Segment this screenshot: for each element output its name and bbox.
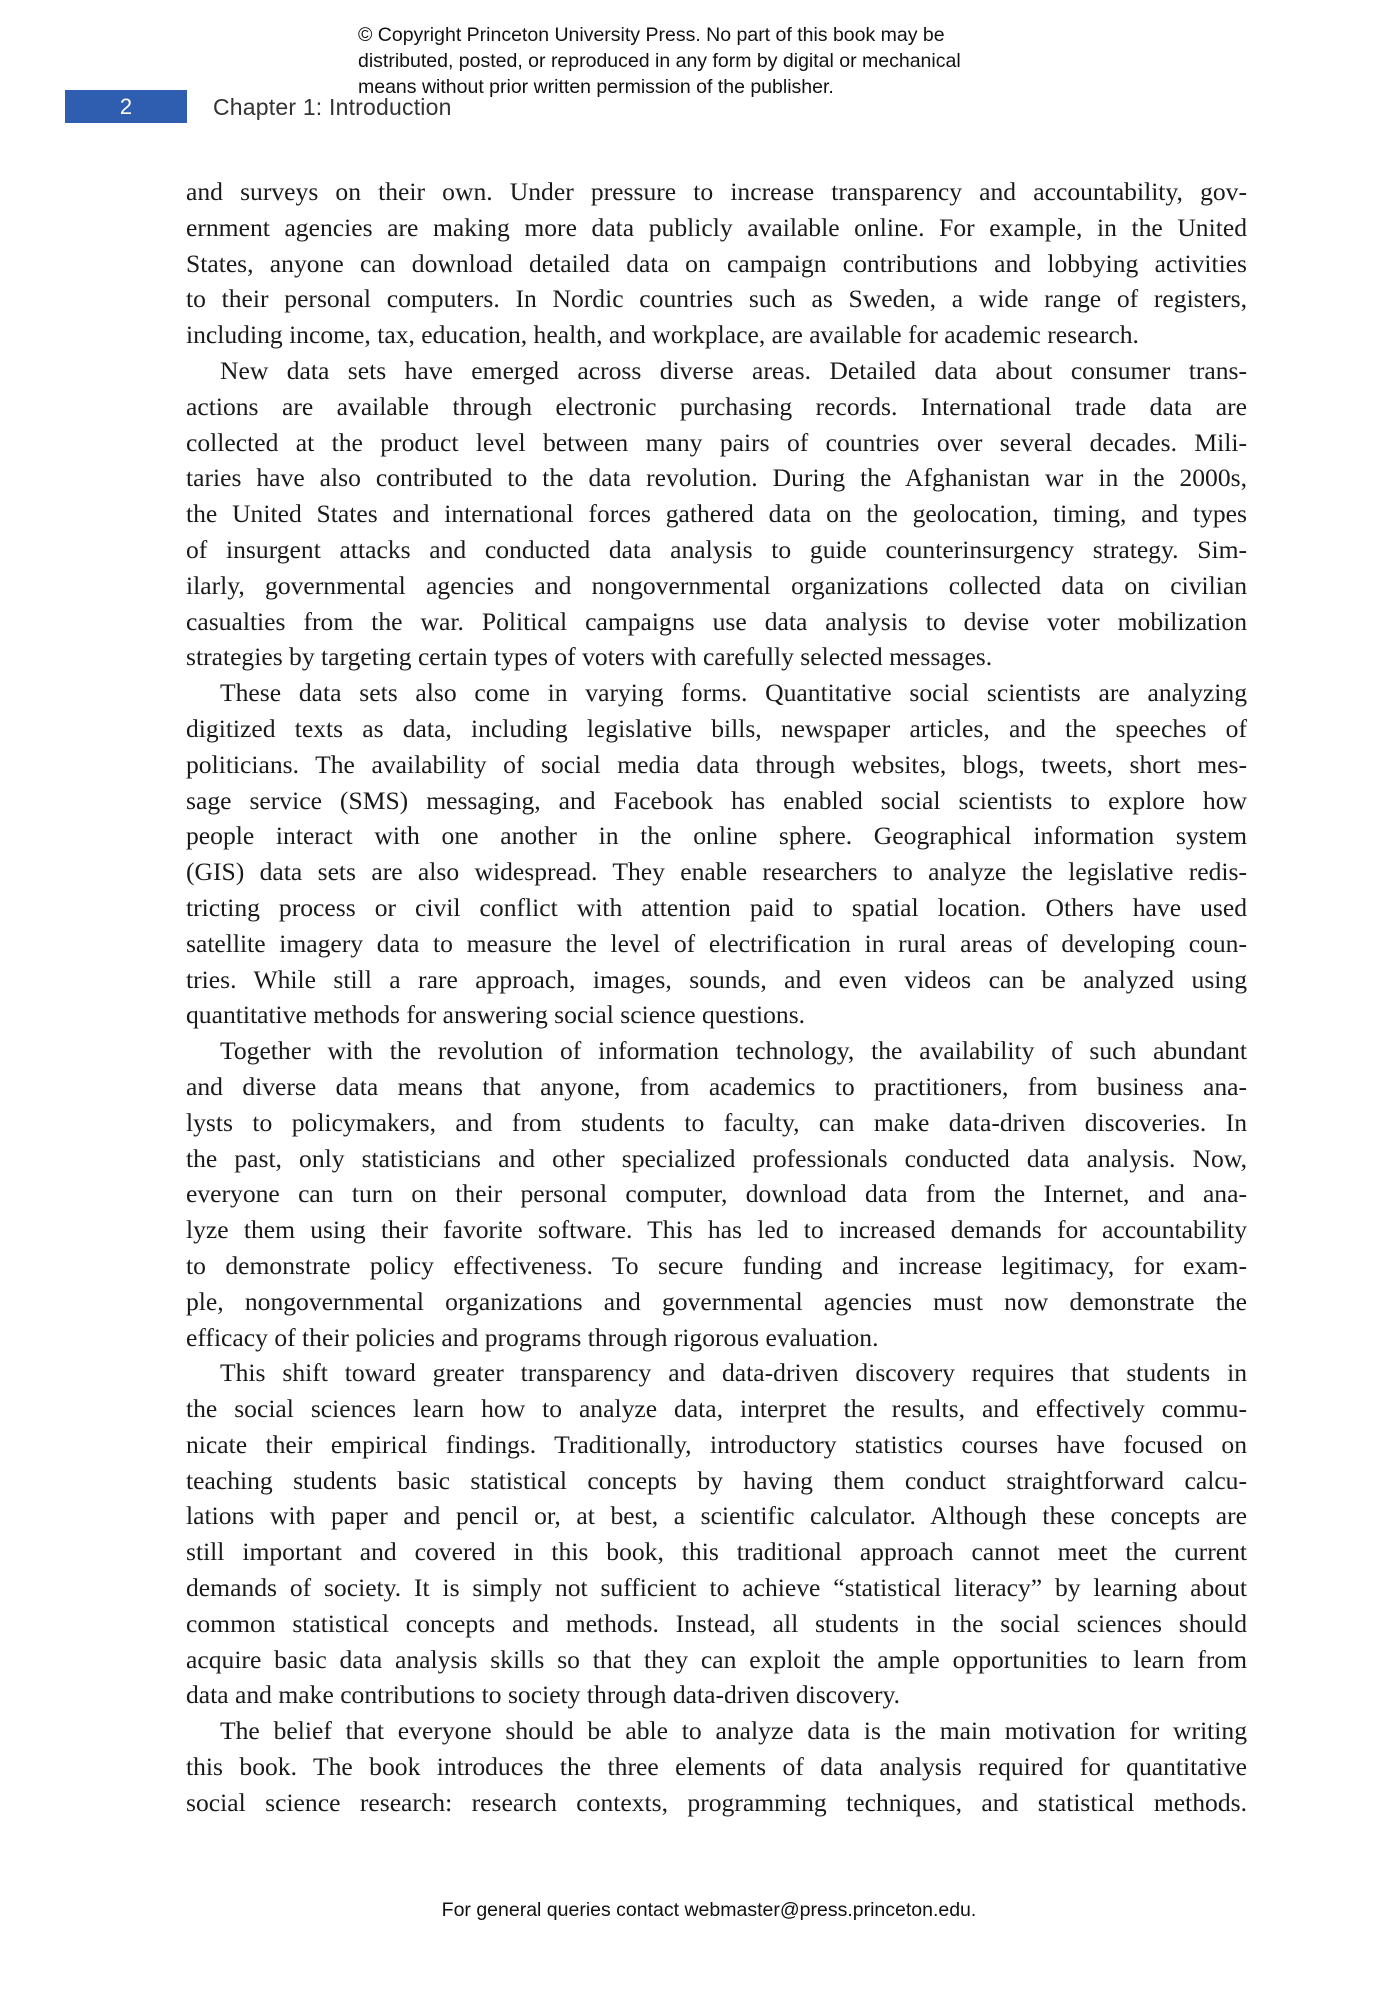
text-line: the past, only statisticians and other specialized professionals conducted data analysis. Now, bbox=[186, 1143, 1247, 1173]
running-head: Chapter 1: Introduction bbox=[213, 94, 452, 120]
text-line: lyze them using their favorite software. This has led to increased demands for accountability bbox=[186, 1215, 1247, 1245]
copyright-line: distributed, posted, or reproduced in any form by digital or mechanical bbox=[358, 50, 961, 72]
text-line: tries. While still a rare approach, images, sounds, and even videos can be analyzed using bbox=[186, 964, 1247, 994]
text-line: Together with the revolution of information technology, the availability of such abundant bbox=[220, 1036, 1247, 1066]
text-line: common statistical concepts and methods. Instead, all students in the social sciences should bbox=[186, 1608, 1247, 1638]
text-line: digitized texts as data, including legislative bills, newspaper articles, and the speeches of bbox=[186, 713, 1247, 743]
text-line: nicate their empirical findings. Traditionally, introductory statistics courses have focused on bbox=[186, 1429, 1247, 1459]
text-line: This shift toward greater transparency and data-driven discovery requires that students in bbox=[220, 1358, 1247, 1388]
text-line: to demonstrate policy effectiveness. To secure funding and increase legitimacy, for exam- bbox=[186, 1250, 1247, 1280]
text-line: strategies by targeting certain types of voters with carefully selected messages. bbox=[186, 642, 993, 672]
text-line: this book. The book introduces the three elements of data analysis required for quantitative bbox=[186, 1752, 1247, 1782]
paragraph bbox=[186, 353, 1247, 675]
text-line: actions are available through electronic purchasing records. International trade data are bbox=[186, 391, 1247, 421]
text-line: taries have also contributed to the data revolution. During the Afghanistan war in the 2000s, bbox=[186, 463, 1247, 493]
page-number: 2 bbox=[119, 94, 133, 119]
text-line: ernment agencies are making more data publicly available online. For example, in the United bbox=[186, 212, 1247, 242]
text-line: the United States and international forces gathered data on the geolocation, timing, and types bbox=[186, 499, 1247, 529]
text-line: and diverse data means that anyone, from academics to practitioners, from business ana- bbox=[186, 1071, 1247, 1101]
text-line: everyone can turn on their personal computer, download data from the Internet, and ana- bbox=[186, 1179, 1247, 1209]
text-line: of insurgent attacks and conducted data analysis to guide counterinsurgency strategy. Sim- bbox=[186, 534, 1247, 564]
text-line: efficacy of their policies and programs through rigorous evaluation. bbox=[186, 1322, 879, 1352]
text-line: lations with paper and pencil or, at best, a scientific calculator. Although these concepts are bbox=[186, 1501, 1247, 1531]
text-line: social science research: research contexts, programming techniques, and statistical methods. bbox=[186, 1787, 1247, 1817]
text-line: quantitative methods for answering social science questions. bbox=[186, 1000, 806, 1030]
text-line: These data sets also come in varying forms. Quantitative social scientists are analyzing bbox=[220, 678, 1247, 708]
text-line: teaching students basic statistical concepts by having them conduct straightforward calcu- bbox=[186, 1465, 1247, 1495]
copyright-line: © Copyright Princeton University Press. No part of this book may be bbox=[358, 24, 945, 46]
page-number-tab bbox=[65, 90, 187, 123]
text-line: and surveys on their own. Under pressure to increase transparency and accountability, gov- bbox=[186, 177, 1247, 206]
text-line: the social sciences learn how to analyze data, interpret the results, and effectively commu- bbox=[186, 1394, 1247, 1424]
text-line: collected at the product level between many pairs of countries over several decades. Mili- bbox=[186, 427, 1247, 457]
text-line: lysts to policymakers, and from students to faculty, can make data-driven discoveries. In bbox=[186, 1107, 1247, 1137]
footer-contact bbox=[0, 1897, 1400, 1923]
text-line: States, anyone can download detailed data on campaign contributions and lobbying activities bbox=[186, 248, 1247, 278]
text-line: tricting process or civil conflict with attention paid to spatial location. Others have used bbox=[186, 892, 1247, 922]
paragraph bbox=[186, 1033, 1247, 1355]
text-line: data and make contributions to society through data-driven discovery. bbox=[186, 1680, 901, 1710]
text-line: acquire basic data analysis skills so that they can exploit the ample opportunities to learn from bbox=[186, 1644, 1247, 1674]
paragraph bbox=[186, 1355, 1247, 1713]
body-text bbox=[186, 174, 1247, 1821]
text-line: to their personal computers. In Nordic countries such as Sweden, a wide range of registers, bbox=[186, 284, 1247, 314]
paragraph bbox=[186, 1713, 1247, 1820]
text-line: ilarly, governmental agencies and nongovernmental organizations collected data on civilian bbox=[186, 570, 1247, 600]
text-line: New data sets have emerged across diverse areas. Detailed data about consumer trans- bbox=[220, 355, 1247, 385]
text-line: demands of society. It is simply not sufficient to achieve “statistical literacy” by learning about bbox=[186, 1573, 1247, 1603]
text-line: casualties from the war. Political campaigns use data analysis to devise voter mobilization bbox=[186, 606, 1247, 636]
copyright-line: means without prior written permission of the publisher. bbox=[358, 76, 834, 98]
text-line: The belief that everyone should be able to analyze data is the main motivation for writing bbox=[220, 1716, 1247, 1746]
text-line: (GIS) data sets are also widespread. They enable researchers to analyze the legislative redis- bbox=[186, 857, 1247, 887]
paragraph bbox=[186, 675, 1247, 1033]
text-line: satellite imagery data to measure the level of electrification in rural areas of developing coun- bbox=[186, 928, 1247, 958]
text-line: politicians. The availability of social media data through websites, blogs, tweets, short mes- bbox=[186, 749, 1247, 779]
text-line: including income, tax, education, health, and workplace, are available for academic research. bbox=[186, 320, 1139, 350]
copyright-notice bbox=[358, 22, 1078, 100]
text-line: sage service (SMS) messaging, and Facebook has enabled social scientists to explore how bbox=[186, 785, 1247, 815]
text-line: ple, nongovernmental organizations and governmental agencies must now demonstrate the bbox=[186, 1286, 1247, 1316]
text-line: still important and covered in this book, this traditional approach cannot meet the current bbox=[186, 1537, 1247, 1567]
text-line: people interact with one another in the online sphere. Geographical information system bbox=[186, 821, 1247, 851]
footer-text: For general queries contact webmaster@press.princeton.edu. bbox=[441, 1899, 977, 1921]
paragraph bbox=[186, 174, 1247, 353]
